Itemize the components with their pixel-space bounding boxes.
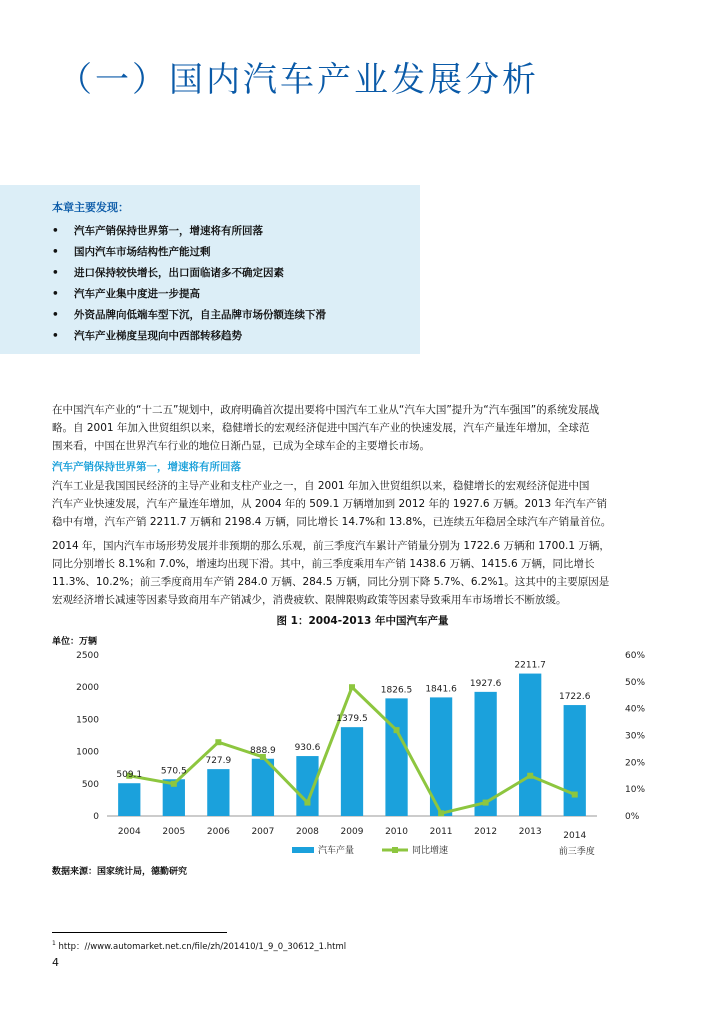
growth-point-2005 bbox=[171, 781, 177, 787]
bar-2006 bbox=[207, 769, 229, 816]
bar-value-label: 1841.6 bbox=[425, 684, 457, 695]
y2-tick-label: 20% bbox=[625, 758, 646, 769]
finding-item: • 汽车产业集中度进一步提高 bbox=[52, 288, 200, 300]
y-tick-label: 2500 bbox=[76, 651, 99, 661]
y2-tick-label: 0% bbox=[625, 812, 640, 822]
y2-tick-label: 50% bbox=[625, 677, 646, 688]
x-tick-label: 2005 bbox=[162, 827, 186, 837]
body-paragraph-2: 2014 年，国内汽车市场形势发展并非预期的那么乐观，前三季度汽车累计产销量分别为 1722.6 万辆和 1700.1 万辆， 同比分别增长 8.1%和 7.0%，增速均出现下滑。其中，前三季度乘用车产销 1438.6 万辆、1415.6 万辆，同比增长 11.3%、10.2%；前三季度商用车产销 284.0 万辆、284.5 万辆，同比分别下降 5.7%、6.2%1。这其中的主要原因是 宏观经济增长减速等因素导致商用车产销减少，消费疲软、限牌限购政策等因素导致乘用车市场增长不断放缓。 bbox=[52, 540, 610, 606]
bar-2007 bbox=[252, 759, 274, 816]
y-tick-label: 1000 bbox=[76, 747, 99, 758]
y-tick-label: 2000 bbox=[76, 683, 99, 694]
bar-2013 bbox=[519, 674, 541, 816]
x-tick-label: 2012 bbox=[474, 827, 498, 837]
x-tick-label: 2004 bbox=[117, 827, 141, 837]
x-tick-sublabel: 前三季度 bbox=[558, 847, 595, 857]
x-tick-label: 2014 bbox=[563, 831, 587, 841]
legend-bar-label: 汽车产量 bbox=[318, 846, 355, 856]
production-chart bbox=[52, 645, 652, 860]
chart-unit-label: 单位：万辆 bbox=[52, 637, 98, 647]
finding-item: • 汽车产销保持世界第一，增速将有所回落 bbox=[52, 225, 263, 237]
y2-tick-label: 40% bbox=[625, 704, 646, 715]
growth-point-2013 bbox=[527, 773, 533, 779]
growth-point-2011 bbox=[438, 810, 444, 816]
finding-item: • 进口保持较快增长，出口面临诸多不确定因素 bbox=[52, 267, 284, 279]
y-tick-label: 1500 bbox=[76, 715, 99, 726]
bar-value-label: 888.9 bbox=[250, 745, 276, 756]
growth-point-2012 bbox=[483, 800, 489, 806]
page-title: （一）国内汽车产业发展分析 bbox=[58, 60, 539, 100]
section-subheading: 汽车产销保持世界第一，增速将有所回落 bbox=[52, 461, 241, 473]
bar-value-label: 727.9 bbox=[205, 756, 232, 767]
bar-value-label: 1927.6 bbox=[469, 678, 502, 689]
growth-point-2006 bbox=[215, 739, 221, 745]
finding-item: • 外资品牌向低端车型下沉，自主品牌市场份额连续下滑 bbox=[52, 309, 326, 321]
data-source: 数据来源：国家统计局，德勤研究 bbox=[52, 867, 188, 877]
bar-2014 bbox=[564, 705, 586, 816]
legend-line-label: 同比增速 bbox=[412, 846, 449, 856]
growth-point-2009 bbox=[349, 684, 355, 690]
finding-item: • 国内汽车市场结构性产能过剩 bbox=[52, 246, 211, 258]
x-tick-label: 2010 bbox=[385, 827, 408, 837]
body-paragraph-1: 汽车工业是我国国民经济的主导产业和支柱产业之一，自 2001 年加入世贸组织以来，稳健增长的宏观经济促进中国 汽车产业快速发展，汽车产量连年增加，从 2004 年的 509.1 万辆增加到 2012 年的 1927.6 万辆。2013 年汽车产销 稳中有增，汽车产销 2211.7 万辆和 2198.4 万辆，同比增长 14.7%和 13.8%，已连续五年稳居全球汽车产销量首位。 bbox=[52, 480, 612, 528]
bar-2009 bbox=[341, 727, 363, 816]
legend-line-marker bbox=[392, 847, 398, 853]
finding-item: • 汽车产业梯度呈现向中西部转移趋势 bbox=[52, 330, 242, 342]
y2-tick-label: 60% bbox=[625, 651, 646, 661]
bar-value-label: 1379.5 bbox=[336, 714, 368, 725]
x-tick-label: 2008 bbox=[296, 827, 319, 837]
page-number: 4 bbox=[52, 956, 59, 969]
bar-value-label: 930.6 bbox=[294, 743, 321, 754]
x-tick-label: 2009 bbox=[340, 827, 364, 837]
bar-value-label: 570.5 bbox=[160, 766, 187, 777]
chart-title: 图 1：2004-2013 年中国汽车产量 bbox=[276, 615, 449, 627]
footnote: $^1$ http：//www.automarket.net.cn/file/zh/201410/1_9_0_30612_1.html bbox=[52, 940, 347, 952]
growth-point-2014 bbox=[572, 792, 578, 798]
bar-value-label: 1826.5 bbox=[380, 685, 413, 696]
intro-paragraph: 在中国汽车产业的“十二五”规划中，政府明确首次提出要将中国汽车工业从“汽车大国”提升为“汽车强国”的系统发展战 略。自 2001 年加入世贸组织以来，稳健增长的宏观经济促进中国汽车产业的快速发展，汽车产量连年增加，全球范 围来看，中国在世界汽车行业的地位日渐凸显，已成为全球车企的主要增长市场。 bbox=[52, 404, 600, 452]
bar-2010 bbox=[385, 698, 407, 816]
growth-point-2010 bbox=[394, 727, 400, 733]
bar-2004 bbox=[118, 783, 140, 816]
y2-tick-label: 30% bbox=[625, 731, 646, 742]
key-findings-box bbox=[0, 185, 420, 354]
bar-value-label: 2211.7 bbox=[514, 660, 546, 671]
bar-value-label: 1722.6 bbox=[558, 692, 591, 703]
legend-bar-swatch bbox=[292, 847, 314, 853]
x-tick-label: 2013 bbox=[518, 827, 542, 837]
findings-heading: 本章主要发现： bbox=[52, 201, 129, 214]
x-tick-label: 2006 bbox=[206, 827, 230, 837]
bar-value-label: 509.1 bbox=[116, 770, 143, 781]
growth-point-2008 bbox=[304, 800, 310, 806]
x-tick-label: 2007 bbox=[251, 827, 275, 837]
y-tick-label: 0 bbox=[93, 812, 99, 822]
y-tick-label: 500 bbox=[81, 779, 99, 790]
footnote-divider bbox=[52, 932, 227, 933]
y2-tick-label: 10% bbox=[625, 785, 646, 796]
x-tick-label: 2011 bbox=[429, 827, 453, 837]
